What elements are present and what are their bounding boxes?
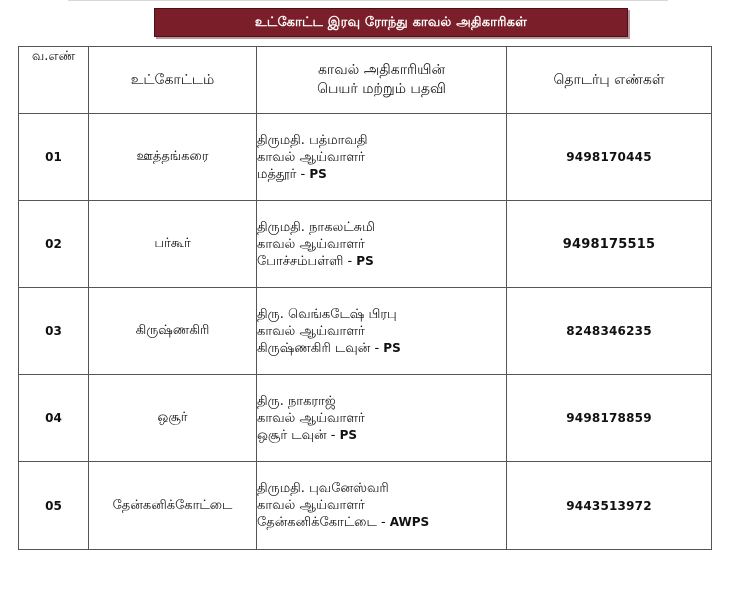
officer-station (257, 514, 506, 531)
station-tag: PS (356, 253, 374, 268)
officer-station (257, 340, 506, 357)
table-header (19, 47, 712, 114)
phone-cell: 9443513972 (507, 462, 712, 550)
station-name: ஒசூர் டவுன் - (257, 427, 340, 443)
officer-name: திரு. வெங்கடேஷ் பிரபு (257, 306, 397, 322)
officer-rank: காவல் ஆய்வாளர் (257, 498, 365, 513)
officer-cell (257, 462, 507, 550)
serial-cell: 05 (19, 462, 89, 550)
officer-rank: காவல் ஆய்வாளர் (257, 323, 365, 339)
station-name: போச்சம்பள்ளி - (257, 253, 357, 269)
officer-name: திருமதி. பத்மாவதி (257, 132, 368, 148)
subdivision-cell: தேன்கனிக்கோட்டை (89, 462, 257, 550)
header-serial: வ.எண் (19, 47, 89, 114)
table-row (19, 375, 712, 462)
station-name: கிருஷ்ணகிரி டவுன் - (257, 340, 384, 356)
table-row (19, 114, 712, 201)
header-row (19, 47, 712, 114)
header-officer-line1: காவல் அதிகாரியின் (317, 62, 446, 78)
officer-name: திரு. நாகராஜ் (257, 393, 336, 409)
phone-cell: 8248346235 (507, 288, 712, 375)
officer-rank: காவல் ஆய்வாளர் (257, 410, 365, 426)
header-officer (257, 47, 507, 114)
officer-cell (257, 288, 507, 375)
top-divider (68, 0, 668, 1)
subdivision-cell: ஊத்தங்கரை (89, 114, 257, 201)
header-officer-line2: பெயர் மற்றும் பதவி (317, 81, 446, 97)
header-phone: தொடர்பு எண்கள் (507, 47, 712, 114)
station-tag: PS (339, 427, 358, 442)
station-name: மத்தூர் - (257, 166, 310, 182)
phone-cell: 9498178859 (507, 375, 712, 462)
table-row (19, 462, 712, 550)
station-name: தேன்கனிக்கோட்டை - (257, 515, 390, 530)
serial-cell: 02 (19, 201, 89, 288)
officer-cell (257, 201, 507, 288)
officer-cell (257, 114, 507, 201)
officer-station (257, 253, 506, 270)
phone-cell: 9498170445 (507, 114, 712, 201)
page-title: உட்கோட்ட இரவு ரோந்து காவல் அதிகாரிகள் (154, 8, 628, 37)
serial-cell: 03 (19, 288, 89, 375)
subdivision-cell: பர்கூர் (89, 201, 257, 288)
serial-cell: 01 (19, 114, 89, 201)
station-tag: AWPS (389, 515, 430, 529)
header-subdivision: உட்கோட்டம் (89, 47, 257, 114)
table-body (19, 114, 712, 550)
officer-name: திருமதி. புவனேஸ்வரி (257, 481, 389, 496)
station-tag: PS (309, 166, 327, 181)
subdivision-cell: ஒசூர் (89, 375, 257, 462)
station-tag: PS (383, 340, 401, 355)
officer-rank: காவல் ஆய்வாளர் (257, 149, 365, 165)
officer-station (257, 166, 506, 183)
officers-table (18, 46, 712, 550)
serial-cell: 04 (19, 375, 89, 462)
table-row (19, 288, 712, 375)
table-row (19, 201, 712, 288)
phone-cell: 9498175515 (507, 201, 712, 288)
subdivision-cell: கிருஷ்ணகிரி (89, 288, 257, 375)
officer-cell (257, 375, 507, 462)
officer-rank: காவல் ஆய்வாளர் (257, 236, 365, 252)
officer-station (257, 427, 506, 444)
officer-name: திருமதி. நாகலட்சுமி (257, 219, 375, 235)
